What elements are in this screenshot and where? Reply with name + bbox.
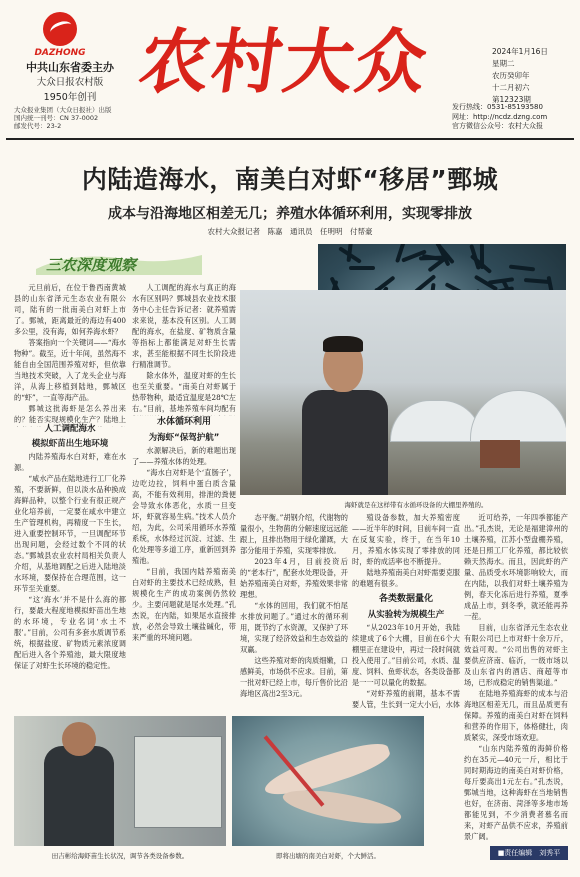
section-heading: 人工调配海水 [44,424,96,434]
column-3 [240,512,348,710]
farmer-photo [240,290,566,495]
paragraph: 鄄城这批海虾是怎么养出来的？能否实现规模化生产？陆地上 [14,404,126,424]
editor-credit: ■责任编辑 刘秀平 [490,846,568,860]
paragraph: “对虾养殖的前期，基本不需要人管，生长到一定大小后，水体 [352,689,460,709]
paragraph: 在陆地养殖海虾的成本与沿海地区相差无几，而且品质更有保障。养殖的南美白对虾在饲料和营养的作用下，体格健壮，肉质紧实，深受市场欢迎。 [464,689,568,742]
photo-caption: 田吉彬给海虾苗生长状况，调节各类设备参数。 [51,852,189,860]
photo-caption: 海虾就是在这样带有水循环设备的大棚里养殖的。 [344,501,488,509]
paragraph: “咸水产品在陆地进行工厂化养殖，不要新鲜，但以淡水品种换成海鲜品种，以整个行业有很正规产业化培养前，一定要在咸水中建立生产管理机构，再精度一下生长，进入重要控制环节，一旦调配环节出现问题，会经过数个不同的状态。”鄄城县农业农村局相关负责人介绍，从基地调配之后进入陆地淡水环境，要保持在合理范围，这一环节至关重要。 [14,474,126,593]
shrimp-closeup-photo [232,716,424,846]
column-4 [352,512,460,710]
issue-date: 2024年1月16日 [492,47,548,56]
paragraph: “从2023年10月开始，我陆续建成了6个大棚，目前在6个大棚里正在建设中，再过一段时间就投入使用了。”目前公司，水质、温度、饲料、鱼虾状态，各类设备都是一一可以量化的数据。 [352,623,460,687]
wechat: 官方微信公众号：农村大众报 [452,122,543,130]
shed-shape [480,440,520,468]
publication-info [14,106,144,130]
paragraph: 目前，山东省泽元生态农业有限公司已上市对虾十余万斤，效益可观。“公司出售的对虾主要供应济南、临沂，一级市场以及山东省内的酒店、商超等市场，已形成稳定的销售渠道。” [464,623,568,687]
paragraph: 殖设备参数，加大养殖密度——近半年的时间，目前车间一直在反复实验，终于，在当年10月，养殖水体实现了零排放的同时，虾的成活率也不断提升。 [352,513,460,566]
shrimp-shape [509,265,535,272]
section-heading: 为海虾“保驾护航” [148,433,220,443]
postal-code: 邮发代号：23-2 [14,122,62,130]
paragraph: 近可给养，一年四季都能产出。”孔杰说，无论是福建漳州的土壤养殖，江苏小型盘棚养殖，还是日照工厂化养殖，都比较依赖天然海水。而且，因此虾的产量、品质受水环境影响较大，而在内陆，以我们对虾土壤养殖为例，春天化冻后进行养殖，夏季成品上市，到冬季，就还能再养一茬。 [464,513,568,621]
equipment-panel [134,736,222,828]
farmer-figure [302,390,388,495]
shrimp-shape [349,266,375,270]
subheadline: 成本与沿海地区相差无几；养殖水体循环利用，实现零排放 [108,206,472,222]
section-heading: 从实验转为规模生产 [367,610,445,620]
website-link[interactable]: 网址：http://ncdz.dzng.com [452,112,548,121]
paragraph: 除水体外，温度对虾的生长也至关重要。“南美白对虾属于热带物种，最适宜温度是28℃左右。”目前，基地养殖车间均配有 [132,371,236,413]
paragraph: 答案指向一个关键词——“海水物种”。截至，近十年间，虽然海不能自由全国范围养殖对虾，但依靠当地技术突破，入了龙头企业与海洋，从海上移植到陆地，鄄城区的“虾”，一直等海产品。 [14,338,126,402]
shrimp-shape [487,277,513,285]
section-heading: 各类数据量化 [378,594,433,604]
column-banner [34,249,204,277]
weekday: 星期二 [492,59,515,68]
greenhouse-shape [390,400,482,442]
section-heading: 模拟虾苗出生地环境 [31,439,109,449]
paragraph: 人工调配的海水与真正的海水有区别吗？鄄城县农业技术服务中心主任告诉记者：就养殖需求来说，基本没有区别。人工调配的海水，在盐度、矿物质含量等指标上都能满足对虾生长需求，甚至能根据不同生长阶段进行精准调节。 [132,283,236,369]
issn-line: 国内统一刊号：CN 37-0002 [14,114,99,122]
paragraph: 态平衡。”胡钢介绍，代谢物的量很小，生物菌的分解速度远远能跟上，且排出物用于绿化灌溉，大部分能用于养殖，实现零排放。 [240,513,348,555]
sponsor-block [14,60,126,105]
date-block [492,46,572,106]
logo-icon [43,12,77,46]
paragraph: “目前，我国内陆养殖南美白对虾的主要技术已经成熟，但规模化生产的成功案例仍然较少。主要问题就是尾水处理。”孔杰说，在内陆，如果尾水直接排放，必然会导致土壤盐碱化，带来严重的环境问题。 [132,567,236,642]
publisher-line: 大众报业集团（大众日报社）出版 [14,106,112,114]
paragraph: 元旦前后，在位于鲁西南黄城县的山东省泽元生态农业有限公司，陆有的一批南美白对虾上市了。鄄城，距离最近的海边有400多公里，没有海，如何养海水虾？ [14,283,126,336]
section-heading: 水体循环利用 [156,417,211,427]
edition-line: 大众日报农村版 [36,77,104,88]
column-2 [132,282,236,416]
sponsor-line: 中共山东省委主办 [26,61,114,74]
banner-text: 三农深度观察 [46,256,137,274]
divider [6,138,574,140]
lunar-year: 农历癸卯年 [492,71,530,80]
founded-line: 1950年创刊 [43,92,97,103]
paragraph: “海水白对虾是个‘直肠子’，边吃边拉，饲料中蛋白质含量高，不能有效利用，排泄的粪便会导致水体恶化，水质一旦变坏，虾就容易生病。”技术人员介绍，为此，公司采用循环水养殖系统，水体经过沉淀、过滤、生化处理等多道工序，重新回到养殖池。 [132,468,236,565]
column-1-lower [14,420,126,710]
column-1 [14,282,126,427]
worker-figure [44,746,114,846]
paragraph: 水源解决后，新的难题出现了——养殖水体的处理。 [132,446,236,466]
column-2-lower [132,412,236,710]
logo-text: DAZHONG [34,48,86,58]
paragraph: 内陆养殖海水白对虾，难在水源。 [14,452,126,472]
contact-info [452,103,576,132]
phone: 发行热线：0531-85193580 [452,103,543,111]
greenhouse-shape [470,390,566,442]
paragraph: 这些养殖对虾的肉质细嫩，口感鲜美，市场供不应求。目前，第一批对虾已经上市，每斤售价比沿海地区高出2至3元。 [240,656,348,698]
paragraph: “这‘海水’并不是什么海的都行，要最大程度地模拟虾苗出生地的水环境，专业名词‘水土不服’。”目前，公司有多套水质调节系统，根据盐度、矿物质元素浓度调配后进入各个养殖池，最大限度地保证了对虾生长环境的稳定性。 [14,595,126,670]
shrimp-shape [281,784,404,830]
lab-photo [14,716,226,846]
masthead [0,0,580,140]
column-5 [464,512,568,842]
worker-face [62,722,96,756]
byline: 农村大众报记者 陈嘉 通讯员 任明明 付帮豪 [207,227,373,236]
paragraph: 2023年4月，目前投资后的“老本行”，配套水处理设备，开始养殖南美白对虾，养殖效果非常理想。 [240,557,348,599]
issue-number: 第12323期 [492,95,531,104]
paragraph: 陆地养殖南美白对虾需要克服的难题有很多。 [352,568,460,588]
shrimp-shape [524,278,550,284]
headline: 内陆造海水，南美白对虾“移居”鄄城 [81,165,499,194]
paragraph: “水体的回用，我们就不怕尾水排放问题了。”通过水的循环利用，既节约了水资源，又保护了环境，实现了经济效益和生态效益的双赢。 [240,601,348,654]
publisher-logo [20,12,100,58]
newspaper-title: 农村大众 [134,20,434,103]
photo-caption: 即将出塘的南美白对虾，个大鲜活。 [276,852,380,860]
lunar-date: 十二月初六 [492,83,530,92]
paragraph: “山东内陆养殖的海鲜价格约在35元—40元一斤，相比于同时期海边的南美白对虾价格，每斤要高出1元左右。”孔杰说，鄄城当地，这种海虾在当地销售也好，在济南、菏泽等多地市场都能见到，不少消费者慕名而来，对虾产品供不应求，养殖前景广阔。 [464,744,568,841]
farmer-hair [323,336,363,352]
